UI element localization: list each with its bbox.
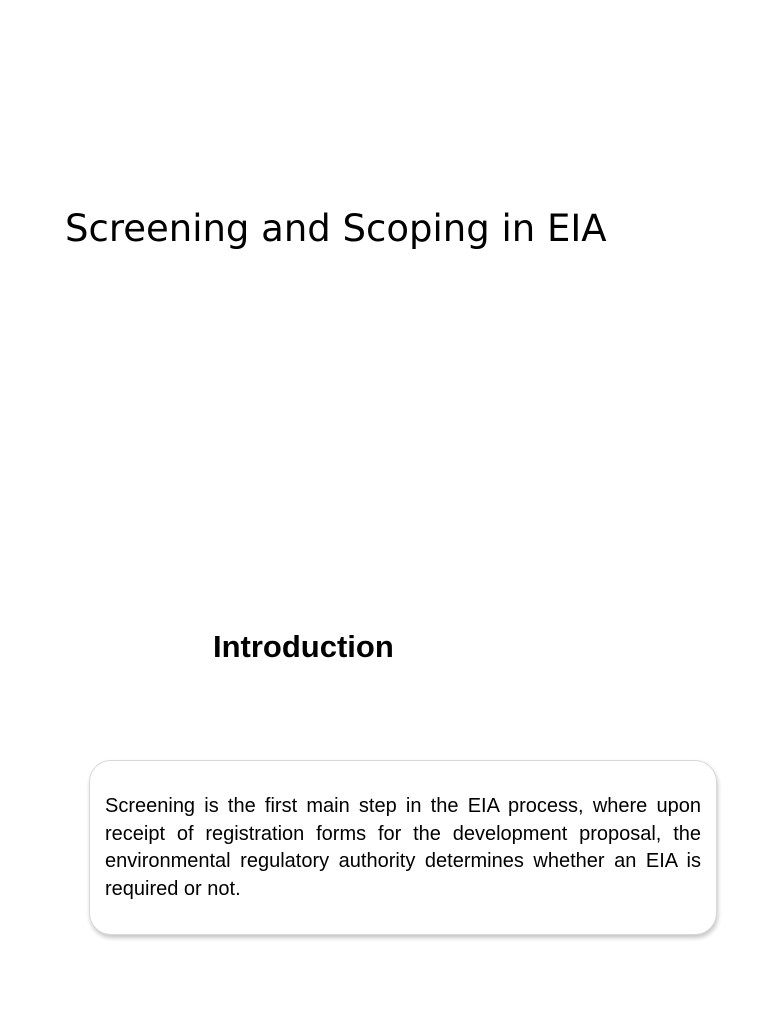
introduction-body-text: Screening is the first main step in the EIA process, where upon receipt of registration forms for the development proposal, the environmental regulatory authority determines whether an EIA is required or not. bbox=[105, 795, 701, 900]
introduction-heading: Introduction bbox=[213, 629, 394, 664]
page-title: Screening and Scoping in EIA bbox=[65, 207, 607, 250]
introduction-card bbox=[89, 760, 717, 935]
